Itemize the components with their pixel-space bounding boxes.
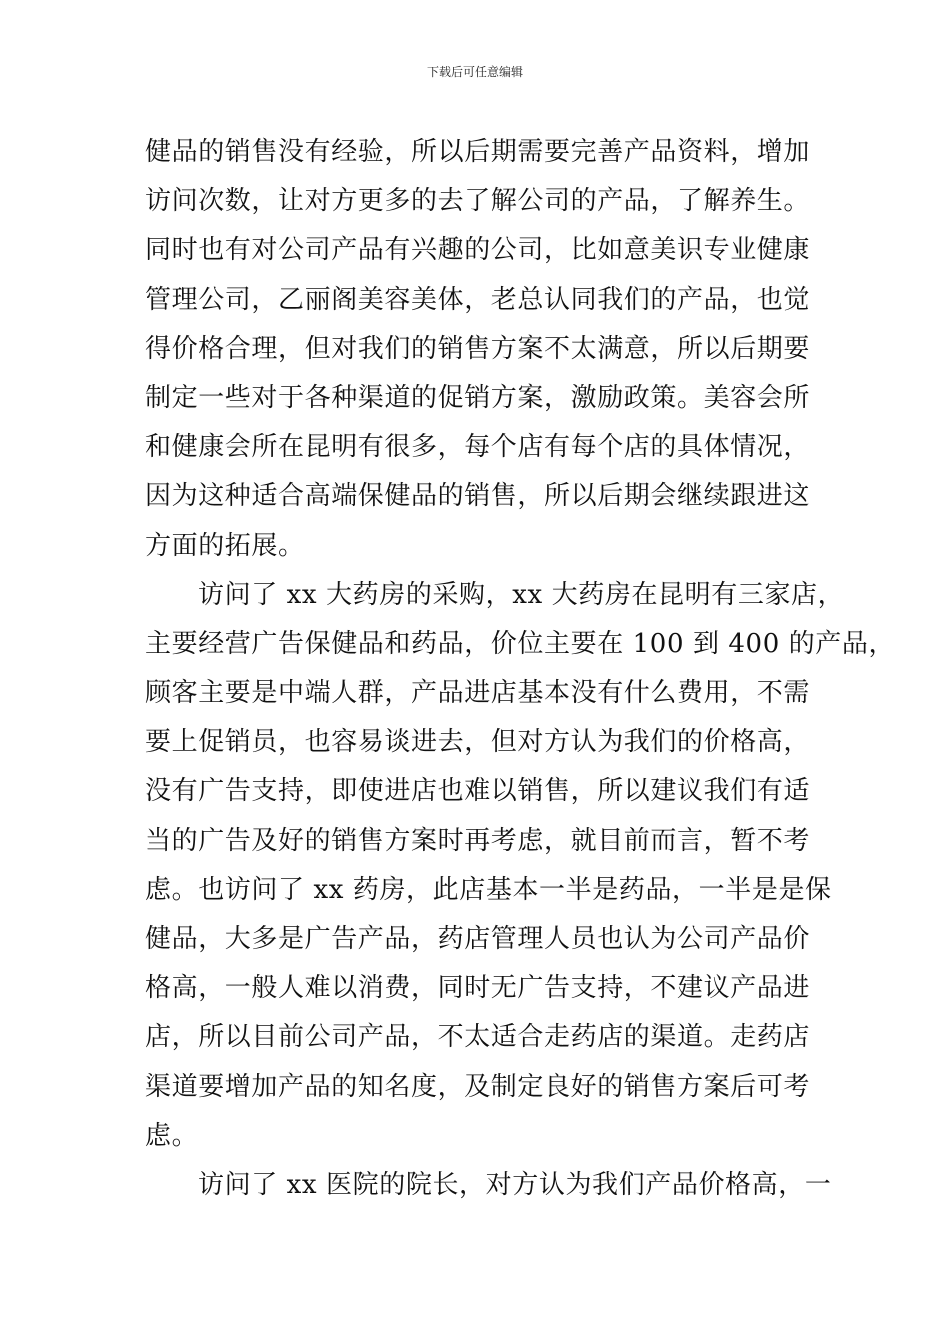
body-text [145, 128, 896, 1210]
text-line: 制定一些对于各种渠道的促销方案，激励政策。美容会所 [145, 382, 811, 413]
text-line: 访问次数，让对方更多的去了解公司的产品，了解养生。 [145, 186, 811, 217]
text-line: 同时也有对公司产品有兴趣的公司，比如意美识专业健康 [145, 235, 811, 266]
text-line: 渠道要增加产品的知名度，及制定良好的销售方案后可考 [145, 1071, 811, 1102]
text-line: 和健康会所在昆明有很多，每个店有每个店的具体情况， [145, 432, 811, 463]
page-header: 下载后可任意编辑 [426, 65, 523, 79]
text-line: 因为这种适合高端保健品的销售，所以后期会继续跟进这 [145, 481, 811, 512]
text-line: 当的广告及好的销售方案时再考虑，就目前而言，暂不考 [145, 825, 811, 856]
text-line: 得价格合理，但对我们的销售方案不太满意，所以后期要 [145, 333, 811, 364]
text-line: 主要经营广告保健品和药品，价位主要在 100 到 400 的产品， [145, 628, 896, 659]
text-line: 访问了 xx 医院的院长，对方认为我们产品价格高，一 [198, 1169, 832, 1200]
text-line: 管理公司，乙丽阁美容美体，老总认同我们的产品，也觉 [145, 284, 811, 315]
text-line: 健品的销售没有经验，所以后期需要完善产品资料，增加 [145, 137, 811, 167]
text-line: 健品，大多是广告产品，药店管理人员也认为公司产品价 [145, 924, 811, 954]
text-line: 方面的拓展。 [145, 530, 305, 561]
text-line: 顾客主要是中端人群，产品进店基本没有什么费用，不需 [145, 678, 811, 709]
text-line: 没有广告支持，即使进店也难以销售，所以建议我们有适 [145, 776, 811, 807]
text-line: 要上促销员，也容易谈进去，但对方认为我们的价格高， [145, 727, 811, 758]
text-line: 访问了 xx 大药房的采购，xx 大药房在昆明有三家店， [198, 579, 845, 610]
text-line: 虑。 [145, 1120, 199, 1151]
text-line: 格高，一般人难以消费，同时无广告支持，不建议产品进 [145, 973, 811, 1004]
text-line: 店，所以目前公司产品，不太适合走药店的渠道。走药店 [145, 1022, 811, 1053]
text-line: 虑。也访问了 xx 药房，此店基本一半是药品，一半是是保 [145, 874, 832, 905]
